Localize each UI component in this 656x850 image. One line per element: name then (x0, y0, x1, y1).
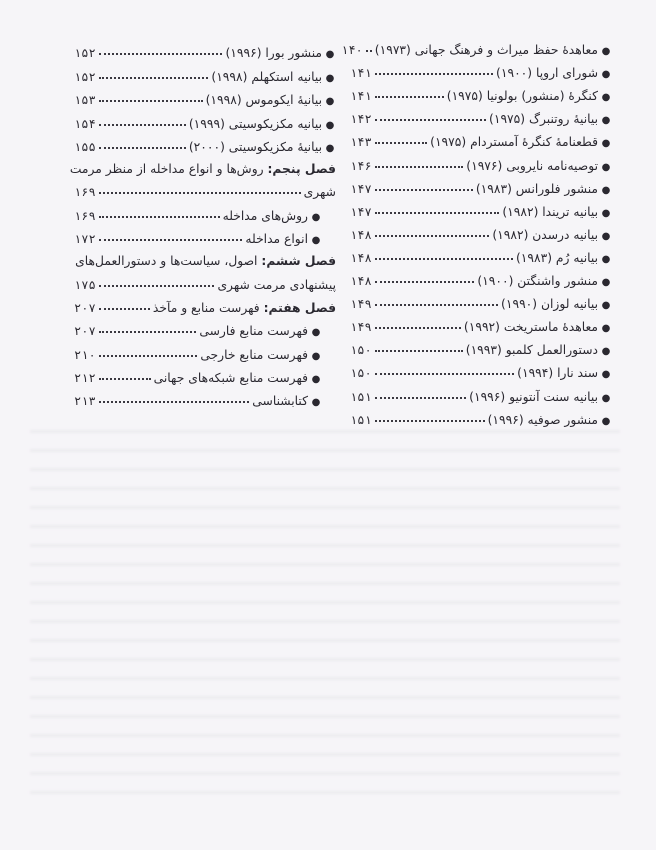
bullet-icon: ● (601, 369, 611, 381)
bullet-icon: ● (311, 327, 321, 339)
bullet-icon: ● (601, 392, 611, 404)
toc-entry: ● بیانیهٔ مکزیکوسیتی (۲۰۰۰) ۱۵۵ (74, 139, 335, 154)
bullet-icon: ● (311, 350, 321, 362)
toc-entry: ● بیانیه سنت آنتونیو (۱۹۹۶) ۱۵۱ (350, 389, 611, 404)
bullet-icon: ● (601, 323, 611, 335)
bullet-icon: ● (325, 72, 335, 84)
toc-entry: ● بیانیهٔ ایکوموس (۱۹۹۸) ۱۵۳ (74, 93, 335, 108)
toc-entry: ● فهرست منابع فارسی ۲۰۷ (74, 324, 321, 339)
toc-entry: ● کتابشناسی ۲۱۳ (74, 394, 321, 409)
bullet-icon: ● (601, 230, 611, 242)
chapter-heading-line2: پیشنهادی مرمت شهری ۱۷۵ (74, 277, 336, 292)
toc-entry: ● قطعنامهٔ کنگرهٔ آمستردام (۱۹۷۵) ۱۴۳ (350, 135, 611, 150)
toc-left-column (69, 37, 336, 409)
toc-entry: ● بیانیه مکزیکوسیتی (۱۹۹۹) ۱۵۴ (74, 116, 335, 131)
toc-entry: ● انواع مداخله ۱۷۲ (74, 232, 321, 247)
toc-entry: ● فهرست منابع خارجی ۲۱۰ (74, 347, 321, 362)
toc-entry: ● توصیه‌نامه نایروبی (۱۹۷۶) ۱۴۶ (350, 158, 611, 173)
bullet-icon: ● (601, 277, 611, 289)
bullet-icon: ● (601, 161, 611, 173)
toc-entry: ● فهرست منابع شبکه‌های جهانی ۲۱۲ (74, 371, 321, 386)
bullet-icon: ● (601, 346, 611, 358)
bullet-icon: ● (601, 46, 611, 58)
bullet-icon: ● (601, 253, 611, 265)
chapter-heading: فصل هفتم: فهرست منابع و مآخذ ۲۰۷ (74, 300, 336, 315)
bullet-icon: ● (601, 184, 611, 196)
bullet-icon: ● (601, 115, 611, 127)
toc-entry: ● منشور صوفیه (۱۹۹۶) ۱۵۱ (350, 412, 611, 427)
bullet-icon: ● (325, 142, 335, 154)
bullet-icon: ● (311, 374, 321, 386)
toc-entry: ● منشور واشنگتن (۱۹۰۰) ۱۴۸ (350, 274, 611, 289)
toc-entry: ● بیانیه استکهلم (۱۹۹۸) ۱۵۲ (74, 69, 335, 84)
toc-entry: ● شورای اروپا (۱۹۰۰) ۱۴۱ (350, 66, 611, 81)
bullet-icon: ● (325, 49, 335, 61)
bullet-icon: ● (601, 92, 611, 104)
toc-entry: ● دستورالعمل کلمبو (۱۹۹۳) ۱۵۰ (350, 343, 611, 358)
bullet-icon: ● (325, 119, 335, 131)
bullet-icon: ● (311, 235, 321, 247)
chapter-heading: فصل ششم: اصول، سیاست‌ها و دستورالعمل‌های (75, 254, 336, 269)
toc-entry: ● روش‌های مداخله ۱۶۹ (74, 208, 321, 223)
toc-entry: ● منشور بورا (۱۹۹۶) ۱۵۲ (74, 46, 335, 61)
bullet-icon: ● (601, 138, 611, 150)
bullet-icon: ● (311, 211, 321, 223)
bullet-icon: ● (601, 300, 611, 312)
chapter-heading: فصل پنجم: روش‌ها و انواع مداخله از منظر مرمت (69, 161, 336, 176)
toc-entry: ● بیانیه تریندا (۱۹۸۲) ۱۴۷ (350, 204, 611, 219)
toc-entry: ● معاهدهٔ ماستریخت (۱۹۹۲) ۱۴۹ (350, 320, 611, 335)
toc-entry: ● کنگرهٔ (منشور) بولونیا (۱۹۷۵) ۱۴۱ (350, 89, 611, 104)
bullet-icon: ● (311, 397, 321, 409)
reverse-side-bleed-through (30, 430, 620, 810)
bullet-icon: ● (601, 207, 611, 219)
toc-right-column (341, 34, 612, 427)
chapter-heading-line2: شهری ۱۶۹ (74, 185, 336, 200)
toc-entry: ● منشور فلورانس (۱۹۸۳) ۱۴۷ (350, 181, 611, 196)
bullet-icon: ● (601, 69, 611, 81)
toc-entry: ● بیانیه لوزان (۱۹۹۰) ۱۴۹ (350, 297, 611, 312)
bullet-icon: ● (325, 96, 335, 108)
bullet-icon: ● (601, 415, 611, 427)
toc-entry: ● بیانیه رُم (۱۹۸۳) ۱۴۸ (350, 250, 611, 265)
toc-entry: ● سند نارا (۱۹۹۴) ۱۵۰ (350, 366, 611, 381)
toc-entry: ● بیانیهٔ روتنبرگ (۱۹۷۵) ۱۴۲ (350, 112, 611, 127)
toc-entry: ● بیانیه درسدن (۱۹۸۲) ۱۴۸ (350, 227, 611, 242)
toc-entry: ● معاهدهٔ حفظ میراث و فرهنگ جهانی (۱۹۷۳) ۱۴۰ (341, 43, 611, 58)
